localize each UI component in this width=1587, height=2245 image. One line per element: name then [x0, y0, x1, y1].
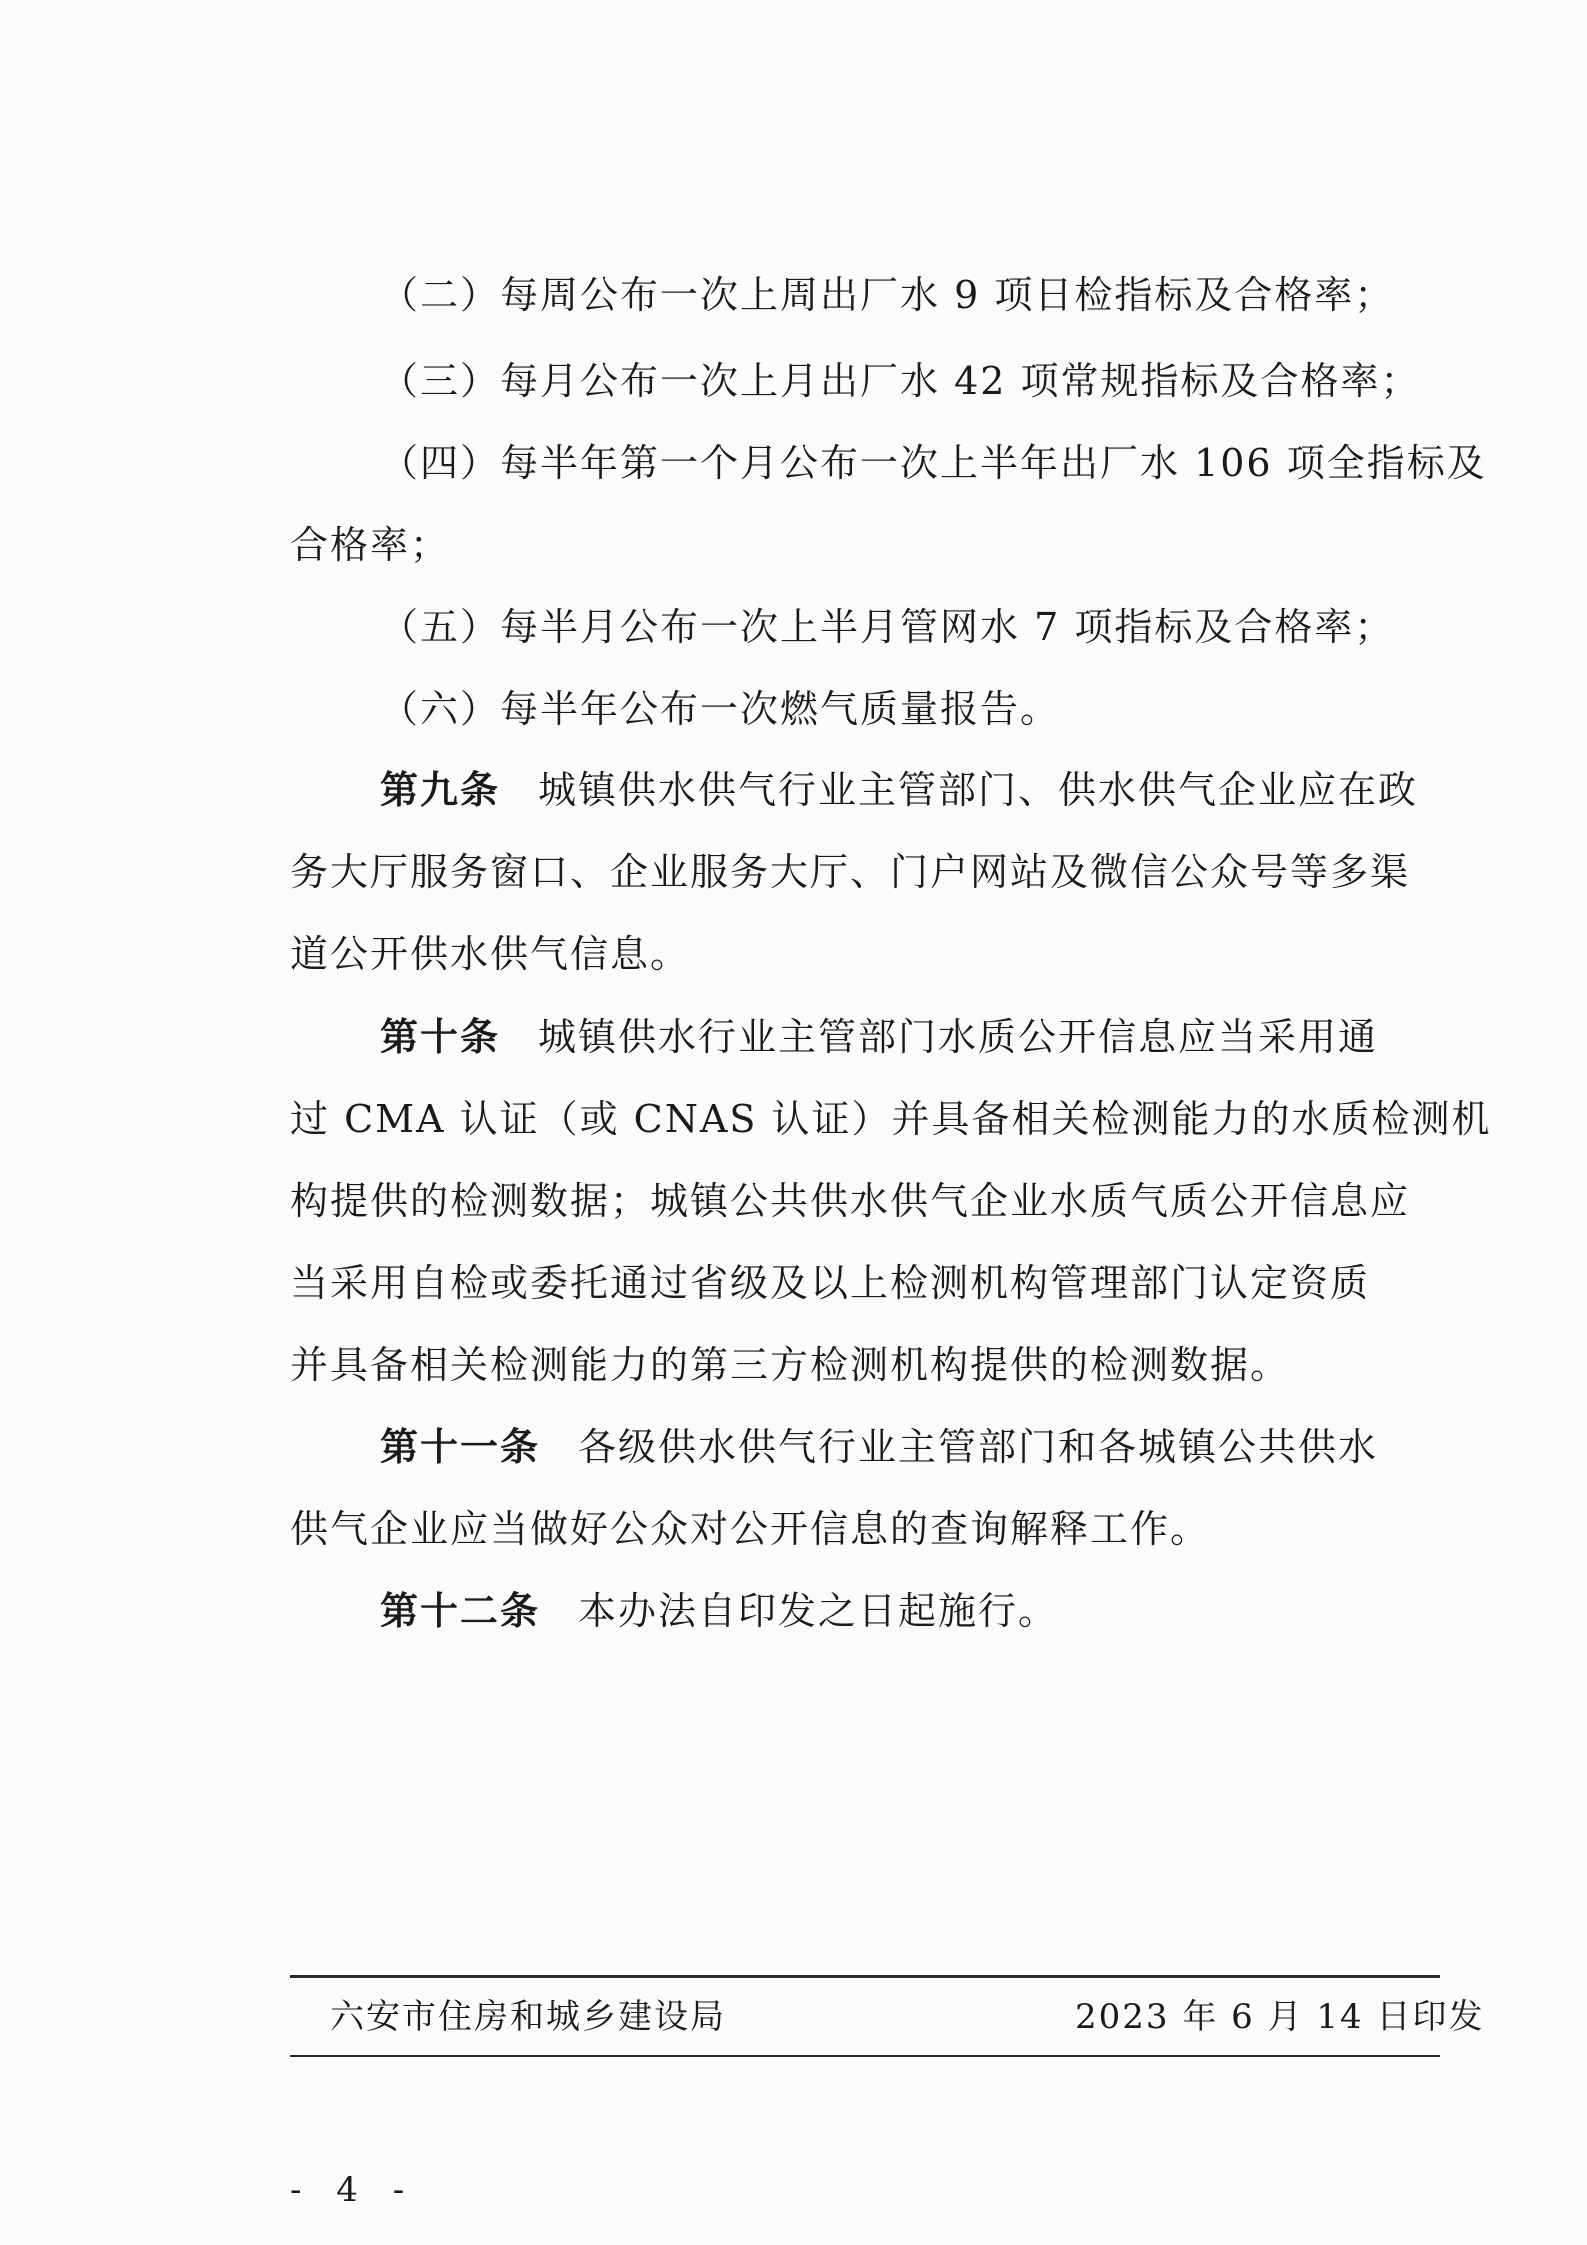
article-9-text: 城镇供水供气行业主管部门、供水供气企业应在政 [538, 768, 1419, 812]
item-four-line1: （四）每半年第一个月公布一次上半年出厂水 106 项全指标及 [380, 441, 1487, 485]
article-10-text: 城镇供水行业主管部门水质公开信息应当采用通 [538, 1015, 1379, 1059]
article-9-line2: 务大厅服务窗口、企业服务大厅、门户网站及微信公众号等多渠 [290, 850, 1411, 894]
article-11-text: 各级供水供气行业主管部门和各城镇公共供水 [578, 1425, 1379, 1469]
footer-bottom-rule [290, 2055, 1440, 2057]
footer-issuer: 六安市住房和城乡建设局 [330, 1997, 726, 2037]
article-10-heading: 第十条 [380, 1015, 501, 1059]
article-12-line1 [380, 1588, 1415, 1634]
article-10-line3: 构提供的检测数据；城镇公共供水供气企业水质气质公开信息应 [290, 1179, 1411, 1223]
article-10-line5: 并具备相关检测能力的第三方检测机构提供的检测数据。 [290, 1343, 1291, 1387]
article-9-line3: 道公开供水供气信息。 [290, 932, 691, 976]
article-10-line1 [380, 1014, 1415, 1060]
page-number: - 4 - [290, 2170, 417, 2210]
article-11-line2: 供气企业应当做好公众对公开信息的查询解释工作。 [290, 1507, 1211, 1551]
item-two: （二）每周公布一次上周出厂水 9 项日检指标及合格率； [380, 273, 1395, 317]
article-9-line1 [380, 767, 1419, 813]
item-three: （三）每月公布一次上月出厂水 42 项常规指标及合格率； [380, 359, 1421, 403]
article-10-line4: 当采用自检或委托通过省级及以上检测机构管理部门认定资质 [290, 1261, 1371, 1305]
article-11-line1 [380, 1424, 1415, 1470]
footer-date: 2023 年 6 月 14 日印发 [1075, 1997, 1485, 2037]
item-four-line2: 合格率； [290, 523, 451, 567]
item-six: （六）每半年公布一次燃气质量报告。 [380, 687, 1061, 731]
article-11-heading: 第十一条 [380, 1425, 541, 1469]
footer-top-rule [290, 1975, 1440, 1978]
article-12-heading: 第十二条 [380, 1589, 541, 1633]
article-10-line2: 过 CMA 认证（或 CNAS 认证）并具备相关检测能力的水质检测机 [290, 1097, 1492, 1141]
article-12-text: 本办法自印发之日起施行。 [578, 1589, 1059, 1633]
item-five: （五）每半月公布一次上半月管网水 7 项指标及合格率； [380, 605, 1395, 649]
article-9-heading: 第九条 [380, 768, 501, 812]
